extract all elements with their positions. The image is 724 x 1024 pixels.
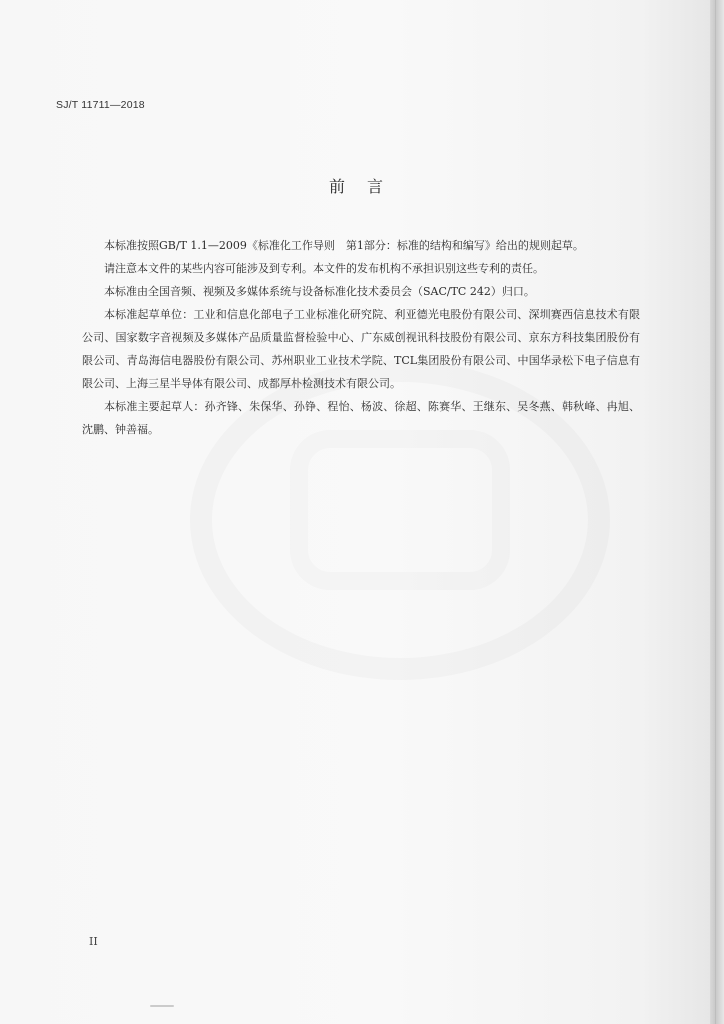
paragraph-drafters: 本标准主要起草人：孙齐锋、朱保华、孙铮、程怡、杨波、徐超、陈赛华、王继东、吴冬燕、韩秋峰、冉旭、沈鹏、钟善福。 (82, 400, 640, 436)
watermark-seal-inner (290, 430, 510, 590)
standard-number: SJ/T 11711—2018 (56, 99, 145, 111)
paragraph-drafting-rules: 本标准按照GB/T 1.1—2009《标准化工作导则 第1部分：标准的结构和编写》给出的规则起草。 (104, 239, 584, 252)
page-edge-line (715, 0, 716, 1024)
page-title: 前言 (328, 177, 405, 196)
page-edge-shadow (710, 0, 724, 1024)
foreword-body (82, 234, 640, 441)
paragraph-committee: 本标准由全国音频、视频及多媒体系统与设备标准化技术委员会（SAC/TC 242）归口。 (104, 285, 535, 298)
paragraph-drafting-units: 本标准起草单位：工业和信息化部电子工业标准化研究院、利亚德光电股份有限公司、深圳赛西信息技术有限公司、国家数字音视频及多媒体产品质量监督检验中心、广东威创视讯科技股份有限公司、京东方科技集团股份有限公司、青岛海信电器股份有限公司、苏州职业工业技术学院、TCL集团股份有限公司、中国华录松下电子信息有限公司、上海三星半导体有限公司、成都厚朴检测技术有限公司。 (82, 308, 640, 390)
page-number: II (89, 935, 98, 948)
scan-smudge (150, 1005, 174, 1007)
paragraph-patent-notice: 请注意本文件的某些内容可能涉及到专利。本文件的发布机构不承担识别这些专利的责任。 (104, 262, 544, 275)
